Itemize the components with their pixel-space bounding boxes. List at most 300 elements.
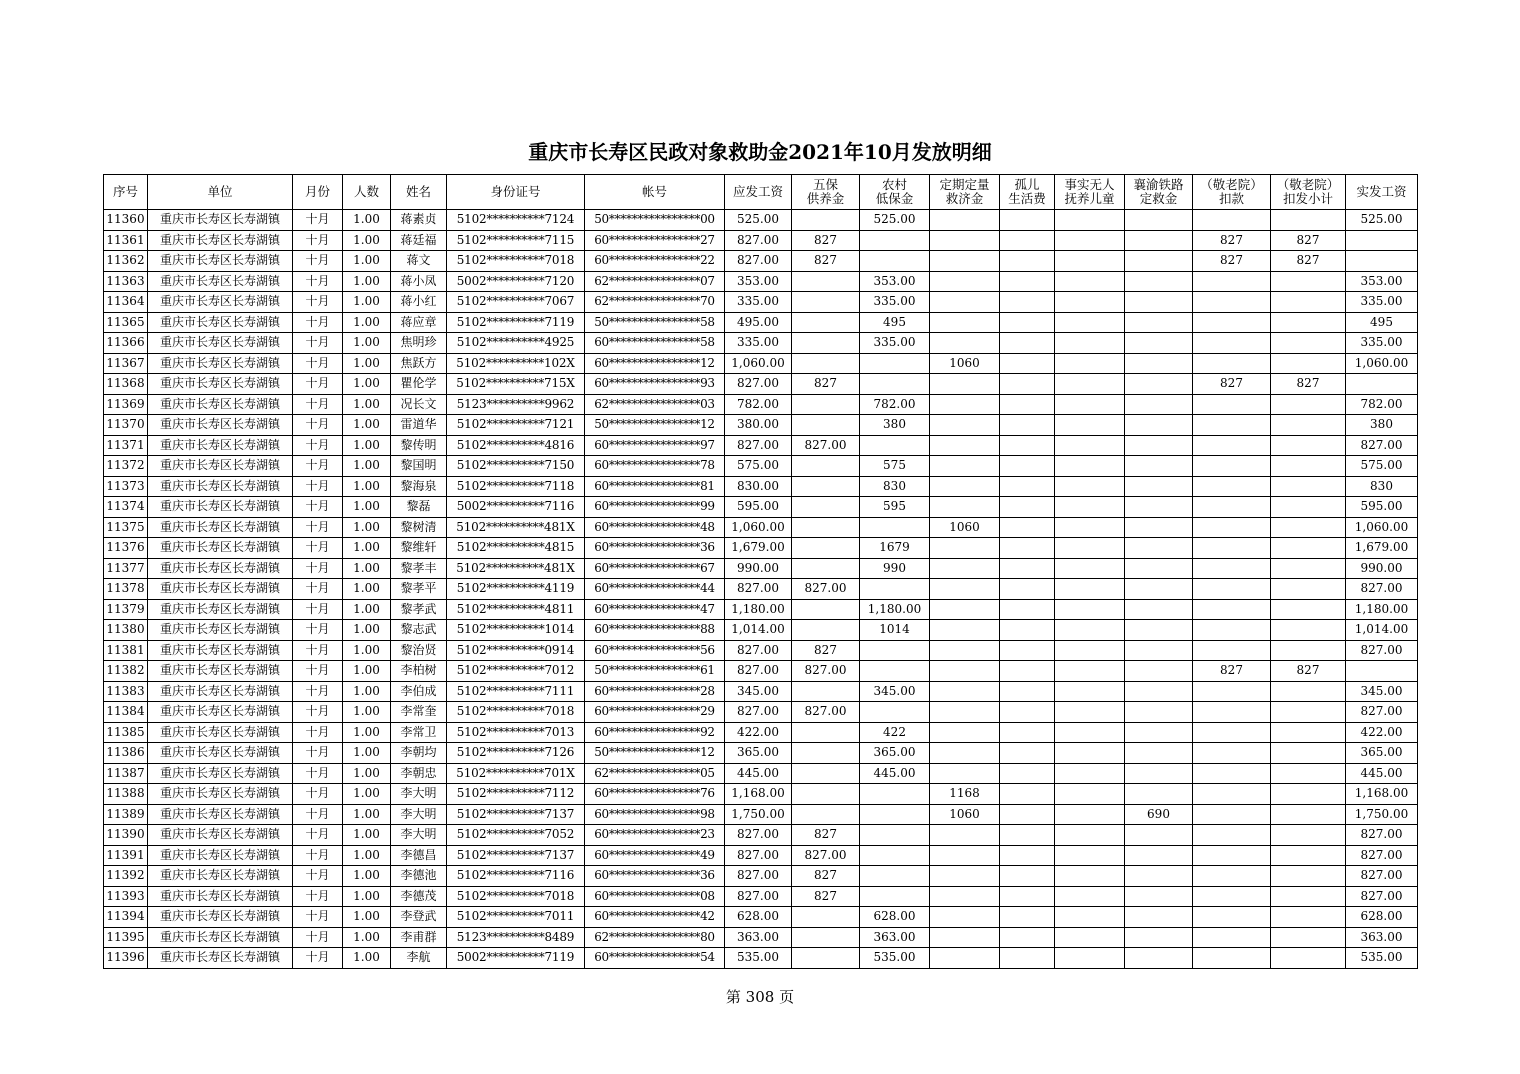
- cell-account: 60****************36: [585, 866, 725, 887]
- cell-railway: [1125, 948, 1193, 969]
- cell-month: 十月: [293, 907, 343, 928]
- cell-id-number: 5102**********715X: [447, 374, 585, 395]
- cell-orphan: [1000, 743, 1055, 764]
- cell-deduction-subtotal: [1271, 558, 1346, 579]
- cell-deduction-subtotal: [1271, 681, 1346, 702]
- cell-deduction-subtotal: [1271, 702, 1346, 723]
- cell-unit: 重庆市长寿区长寿湖镇: [148, 271, 293, 292]
- cell-deduction-subtotal: [1271, 866, 1346, 887]
- cell-deduction-subtotal: [1271, 353, 1346, 374]
- cell-name: 黎传明: [391, 435, 447, 456]
- cell-orphan: [1000, 497, 1055, 518]
- cell-count: 1.00: [343, 722, 391, 743]
- cell-orphan: [1000, 456, 1055, 477]
- cell-month: 十月: [293, 886, 343, 907]
- cell-unit: 重庆市长寿区长寿湖镇: [148, 517, 293, 538]
- cell-orphan: [1000, 394, 1055, 415]
- cell-orphan: [1000, 784, 1055, 805]
- cell-month: 十月: [293, 722, 343, 743]
- cell-deduction-subtotal: [1271, 456, 1346, 477]
- cell-actual-pay: 827.00: [1346, 845, 1418, 866]
- cell-account: 60****************81: [585, 476, 725, 497]
- cell-payable: 827.00: [725, 230, 792, 251]
- cell-seq: 11376: [104, 538, 148, 559]
- cell-actual-pay: 380: [1346, 415, 1418, 436]
- cell-relief: [930, 702, 1000, 723]
- cell-unit: 重庆市长寿区长寿湖镇: [148, 538, 293, 559]
- cell-seq: 11380: [104, 620, 148, 641]
- cell-railway: [1125, 845, 1193, 866]
- cell-dibao: 1679: [860, 538, 930, 559]
- cell-account: 50****************61: [585, 661, 725, 682]
- cell-railway: [1125, 292, 1193, 313]
- cell-payable: 353.00: [725, 271, 792, 292]
- cell-payable: 827.00: [725, 825, 792, 846]
- cell-month: 十月: [293, 312, 343, 333]
- cell-payable: 830.00: [725, 476, 792, 497]
- cell-month: 十月: [293, 620, 343, 641]
- cell-railway: [1125, 886, 1193, 907]
- cell-railway: [1125, 251, 1193, 272]
- cell-account: 60****************54: [585, 948, 725, 969]
- cell-deduction: [1193, 784, 1271, 805]
- cell-id-number: 5102**********7137: [447, 845, 585, 866]
- cell-payable: 827.00: [725, 886, 792, 907]
- cell-dibao: [860, 804, 930, 825]
- cell-month: 十月: [293, 333, 343, 354]
- cell-deduction: [1193, 517, 1271, 538]
- cell-relief: [930, 948, 1000, 969]
- cell-month: 十月: [293, 251, 343, 272]
- cell-unit: 重庆市长寿区长寿湖镇: [148, 230, 293, 251]
- cell-account: 60****************88: [585, 620, 725, 641]
- cell-child: [1055, 333, 1125, 354]
- cell-wubao: [792, 394, 860, 415]
- cell-child: [1055, 394, 1125, 415]
- cell-dibao: 495: [860, 312, 930, 333]
- cell-actual-pay: 990.00: [1346, 558, 1418, 579]
- cell-deduction-subtotal: [1271, 435, 1346, 456]
- cell-payable: 1,060.00: [725, 517, 792, 538]
- cell-unit: 重庆市长寿区长寿湖镇: [148, 456, 293, 477]
- cell-actual-pay: 1,060.00: [1346, 517, 1418, 538]
- cell-relief: [930, 497, 1000, 518]
- cell-child: [1055, 251, 1125, 272]
- cell-id-number: 5102**********7115: [447, 230, 585, 251]
- cell-wubao: 827: [792, 251, 860, 272]
- cell-relief: 1060: [930, 804, 1000, 825]
- cell-deduction: [1193, 353, 1271, 374]
- cell-wubao: 827.00: [792, 702, 860, 723]
- cell-deduction: [1193, 702, 1271, 723]
- cell-payable: 1,180.00: [725, 599, 792, 620]
- cell-unit: 重庆市长寿区长寿湖镇: [148, 907, 293, 928]
- cell-dibao: 353.00: [860, 271, 930, 292]
- table-row: [104, 886, 1418, 907]
- cell-deduction: [1193, 743, 1271, 764]
- cell-child: [1055, 886, 1125, 907]
- cell-unit: 重庆市长寿区长寿湖镇: [148, 579, 293, 600]
- cell-name: 黎磊: [391, 497, 447, 518]
- cell-month: 十月: [293, 435, 343, 456]
- cell-child: [1055, 579, 1125, 600]
- cell-name: 李柏树: [391, 661, 447, 682]
- cell-count: 1.00: [343, 292, 391, 313]
- cell-dibao: [860, 353, 930, 374]
- cell-relief: [930, 743, 1000, 764]
- table-body: [104, 210, 1418, 969]
- cell-deduction: [1193, 722, 1271, 743]
- cell-actual-pay: 830: [1346, 476, 1418, 497]
- cell-month: 十月: [293, 845, 343, 866]
- cell-deduction-subtotal: [1271, 394, 1346, 415]
- cell-account: 60****************36: [585, 538, 725, 559]
- cell-seq: 11369: [104, 394, 148, 415]
- cell-dibao: [860, 230, 930, 251]
- cell-payable: 1,168.00: [725, 784, 792, 805]
- cell-actual-pay: [1346, 251, 1418, 272]
- cell-railway: [1125, 456, 1193, 477]
- table-row: [104, 292, 1418, 313]
- cell-seq: 11367: [104, 353, 148, 374]
- cell-deduction: [1193, 681, 1271, 702]
- cell-seq: 11370: [104, 415, 148, 436]
- column-header: 五保 供养金: [792, 175, 860, 210]
- cell-unit: 重庆市长寿区长寿湖镇: [148, 804, 293, 825]
- cell-unit: 重庆市长寿区长寿湖镇: [148, 333, 293, 354]
- cell-wubao: [792, 538, 860, 559]
- cell-actual-pay: 827.00: [1346, 579, 1418, 600]
- column-header: 姓名: [391, 175, 447, 210]
- cell-id-number: 5123**********9962: [447, 394, 585, 415]
- column-header: 定期定量 救济金: [930, 175, 1000, 210]
- cell-orphan: [1000, 948, 1055, 969]
- cell-deduction: [1193, 640, 1271, 661]
- cell-account: 60****************58: [585, 333, 725, 354]
- cell-seq: 11395: [104, 927, 148, 948]
- cell-dibao: [860, 435, 930, 456]
- table-row: [104, 538, 1418, 559]
- cell-relief: [930, 927, 1000, 948]
- cell-relief: [930, 456, 1000, 477]
- cell-account: 60****************44: [585, 579, 725, 600]
- cell-relief: [930, 620, 1000, 641]
- cell-seq: 11371: [104, 435, 148, 456]
- cell-count: 1.00: [343, 784, 391, 805]
- cell-payable: 827.00: [725, 640, 792, 661]
- table-row: [104, 517, 1418, 538]
- cell-unit: 重庆市长寿区长寿湖镇: [148, 927, 293, 948]
- cell-child: [1055, 702, 1125, 723]
- cell-count: 1.00: [343, 415, 391, 436]
- cell-month: 十月: [293, 866, 343, 887]
- cell-account: 50****************12: [585, 415, 725, 436]
- cell-account: 60****************23: [585, 825, 725, 846]
- cell-account: 60****************76: [585, 784, 725, 805]
- cell-id-number: 5102**********7018: [447, 886, 585, 907]
- cell-relief: [930, 435, 1000, 456]
- cell-deduction: [1193, 948, 1271, 969]
- cell-orphan: [1000, 415, 1055, 436]
- table-row: [104, 866, 1418, 887]
- cell-deduction: [1193, 476, 1271, 497]
- cell-deduction: [1193, 804, 1271, 825]
- table-row: [104, 681, 1418, 702]
- cell-railway: [1125, 743, 1193, 764]
- cell-month: 十月: [293, 927, 343, 948]
- cell-id-number: 5102**********7052: [447, 825, 585, 846]
- cell-orphan: [1000, 681, 1055, 702]
- cell-unit: 重庆市长寿区长寿湖镇: [148, 476, 293, 497]
- cell-dibao: [860, 517, 930, 538]
- cell-railway: [1125, 784, 1193, 805]
- relief-payment-table: [103, 174, 1418, 969]
- cell-payable: 1,060.00: [725, 353, 792, 374]
- cell-deduction: [1193, 394, 1271, 415]
- cell-account: 62****************07: [585, 271, 725, 292]
- cell-month: 十月: [293, 948, 343, 969]
- cell-deduction-subtotal: [1271, 538, 1346, 559]
- cell-wubao: [792, 558, 860, 579]
- cell-relief: [930, 271, 1000, 292]
- cell-id-number: 5102**********102X: [447, 353, 585, 374]
- cell-deduction-subtotal: [1271, 927, 1346, 948]
- cell-account: 60****************98: [585, 804, 725, 825]
- cell-count: 1.00: [343, 497, 391, 518]
- cell-name: 黎志武: [391, 620, 447, 641]
- cell-relief: [930, 579, 1000, 600]
- cell-count: 1.00: [343, 907, 391, 928]
- cell-railway: [1125, 230, 1193, 251]
- cell-count: 1.00: [343, 743, 391, 764]
- cell-child: [1055, 825, 1125, 846]
- cell-relief: [930, 230, 1000, 251]
- cell-deduction-subtotal: [1271, 579, 1346, 600]
- cell-deduction-subtotal: [1271, 825, 1346, 846]
- table-row: [104, 948, 1418, 969]
- cell-id-number: 5102**********4811: [447, 599, 585, 620]
- cell-id-number: 5102**********7067: [447, 292, 585, 313]
- cell-dibao: 363.00: [860, 927, 930, 948]
- cell-child: [1055, 292, 1125, 313]
- cell-payable: 827.00: [725, 661, 792, 682]
- cell-relief: 1060: [930, 353, 1000, 374]
- cell-payable: 827.00: [725, 251, 792, 272]
- cell-dibao: 525.00: [860, 210, 930, 231]
- cell-deduction-subtotal: [1271, 312, 1346, 333]
- cell-railway: [1125, 702, 1193, 723]
- cell-orphan: [1000, 558, 1055, 579]
- cell-account: 60****************22: [585, 251, 725, 272]
- cell-account: 60****************47: [585, 599, 725, 620]
- cell-deduction: [1193, 845, 1271, 866]
- cell-count: 1.00: [343, 620, 391, 641]
- table-row: [104, 702, 1418, 723]
- cell-child: [1055, 456, 1125, 477]
- cell-seq: 11384: [104, 702, 148, 723]
- cell-child: [1055, 497, 1125, 518]
- cell-account: 60****************12: [585, 353, 725, 374]
- cell-railway: [1125, 825, 1193, 846]
- cell-wubao: [792, 456, 860, 477]
- cell-actual-pay: 422.00: [1346, 722, 1418, 743]
- cell-relief: [930, 599, 1000, 620]
- cell-unit: 重庆市长寿区长寿湖镇: [148, 599, 293, 620]
- column-header: 帐号: [585, 175, 725, 210]
- cell-count: 1.00: [343, 271, 391, 292]
- cell-id-number: 5102**********4815: [447, 538, 585, 559]
- cell-seq: 11364: [104, 292, 148, 313]
- cell-payable: 422.00: [725, 722, 792, 743]
- cell-unit: 重庆市长寿区长寿湖镇: [148, 886, 293, 907]
- cell-actual-pay: 1,014.00: [1346, 620, 1418, 641]
- page-number: 第 308 页: [725, 988, 795, 1006]
- cell-month: 十月: [293, 825, 343, 846]
- cell-relief: [930, 845, 1000, 866]
- cell-account: 60****************48: [585, 517, 725, 538]
- cell-deduction: [1193, 415, 1271, 436]
- cell-deduction: [1193, 497, 1271, 518]
- cell-unit: 重庆市长寿区长寿湖镇: [148, 558, 293, 579]
- cell-payable: 525.00: [725, 210, 792, 231]
- cell-name: 焦跃方: [391, 353, 447, 374]
- cell-actual-pay: 1,180.00: [1346, 599, 1418, 620]
- cell-wubao: [792, 804, 860, 825]
- cell-dibao: [860, 374, 930, 395]
- cell-child: [1055, 538, 1125, 559]
- cell-deduction-subtotal: [1271, 333, 1346, 354]
- cell-dibao: 1014: [860, 620, 930, 641]
- cell-dibao: 990: [860, 558, 930, 579]
- cell-name: 李大明: [391, 784, 447, 805]
- cell-payable: 535.00: [725, 948, 792, 969]
- cell-payable: 363.00: [725, 927, 792, 948]
- cell-orphan: [1000, 251, 1055, 272]
- cell-count: 1.00: [343, 599, 391, 620]
- cell-seq: 11382: [104, 661, 148, 682]
- cell-orphan: [1000, 333, 1055, 354]
- cell-count: 1.00: [343, 353, 391, 374]
- cell-name: 蒋文: [391, 251, 447, 272]
- cell-deduction-subtotal: [1271, 476, 1346, 497]
- cell-railway: [1125, 353, 1193, 374]
- cell-orphan: [1000, 825, 1055, 846]
- cell-account: 60****************56: [585, 640, 725, 661]
- cell-name: 李甫群: [391, 927, 447, 948]
- cell-account: 62****************80: [585, 927, 725, 948]
- cell-dibao: [860, 702, 930, 723]
- cell-actual-pay: [1346, 661, 1418, 682]
- cell-orphan: [1000, 620, 1055, 641]
- cell-count: 1.00: [343, 702, 391, 723]
- cell-orphan: [1000, 907, 1055, 928]
- cell-deduction: [1193, 210, 1271, 231]
- cell-id-number: 5002**********7120: [447, 271, 585, 292]
- cell-month: 十月: [293, 702, 343, 723]
- cell-id-number: 5102**********7137: [447, 804, 585, 825]
- column-header: 事实无人 抚养儿童: [1055, 175, 1125, 210]
- cell-deduction: 827: [1193, 374, 1271, 395]
- cell-month: 十月: [293, 271, 343, 292]
- cell-id-number: 5102**********481X: [447, 517, 585, 538]
- cell-orphan: [1000, 599, 1055, 620]
- cell-deduction-subtotal: 827: [1271, 374, 1346, 395]
- cell-wubao: [792, 907, 860, 928]
- cell-orphan: [1000, 312, 1055, 333]
- cell-railway: 690: [1125, 804, 1193, 825]
- cell-railway: [1125, 927, 1193, 948]
- cell-dibao: [860, 784, 930, 805]
- cell-railway: [1125, 681, 1193, 702]
- cell-account: 60****************97: [585, 435, 725, 456]
- cell-month: 十月: [293, 784, 343, 805]
- cell-name: 李登武: [391, 907, 447, 928]
- cell-relief: [930, 374, 1000, 395]
- cell-account: 50****************58: [585, 312, 725, 333]
- cell-child: [1055, 558, 1125, 579]
- cell-deduction-subtotal: [1271, 948, 1346, 969]
- cell-child: [1055, 374, 1125, 395]
- cell-relief: [930, 825, 1000, 846]
- cell-seq: 11389: [104, 804, 148, 825]
- cell-payable: 1,014.00: [725, 620, 792, 641]
- cell-dibao: 575: [860, 456, 930, 477]
- cell-dibao: 595: [860, 497, 930, 518]
- cell-id-number: 5102**********4119: [447, 579, 585, 600]
- cell-seq: 11381: [104, 640, 148, 661]
- cell-dibao: [860, 579, 930, 600]
- cell-name: 李常奎: [391, 702, 447, 723]
- cell-orphan: [1000, 374, 1055, 395]
- cell-deduction: 827: [1193, 251, 1271, 272]
- cell-actual-pay: 365.00: [1346, 743, 1418, 764]
- cell-railway: [1125, 722, 1193, 743]
- cell-deduction: [1193, 558, 1271, 579]
- cell-child: [1055, 681, 1125, 702]
- cell-seq: 11383: [104, 681, 148, 702]
- cell-name: 雷道华: [391, 415, 447, 436]
- cell-account: 60****************78: [585, 456, 725, 477]
- cell-dibao: 628.00: [860, 907, 930, 928]
- cell-orphan: [1000, 722, 1055, 743]
- cell-unit: 重庆市长寿区长寿湖镇: [148, 620, 293, 641]
- cell-relief: [930, 866, 1000, 887]
- cell-seq: 11394: [104, 907, 148, 928]
- cell-dibao: 365.00: [860, 743, 930, 764]
- cell-orphan: [1000, 702, 1055, 723]
- cell-month: 十月: [293, 456, 343, 477]
- cell-deduction: [1193, 538, 1271, 559]
- cell-seq: 11393: [104, 886, 148, 907]
- cell-account: 62****************03: [585, 394, 725, 415]
- column-header: 襄渝铁路 定救金: [1125, 175, 1193, 210]
- cell-seq: 11368: [104, 374, 148, 395]
- cell-name: 李德茂: [391, 886, 447, 907]
- column-header: （敬老院） 扣发小计: [1271, 175, 1346, 210]
- cell-unit: 重庆市长寿区长寿湖镇: [148, 866, 293, 887]
- column-header: 序号: [104, 175, 148, 210]
- cell-deduction: [1193, 333, 1271, 354]
- cell-deduction-subtotal: [1271, 886, 1346, 907]
- cell-dibao: [860, 825, 930, 846]
- cell-dibao: [860, 251, 930, 272]
- cell-actual-pay: 1,060.00: [1346, 353, 1418, 374]
- cell-seq: 11375: [104, 517, 148, 538]
- cell-unit: 重庆市长寿区长寿湖镇: [148, 374, 293, 395]
- column-header: 人数: [343, 175, 391, 210]
- table-row: [104, 640, 1418, 661]
- cell-dibao: [860, 866, 930, 887]
